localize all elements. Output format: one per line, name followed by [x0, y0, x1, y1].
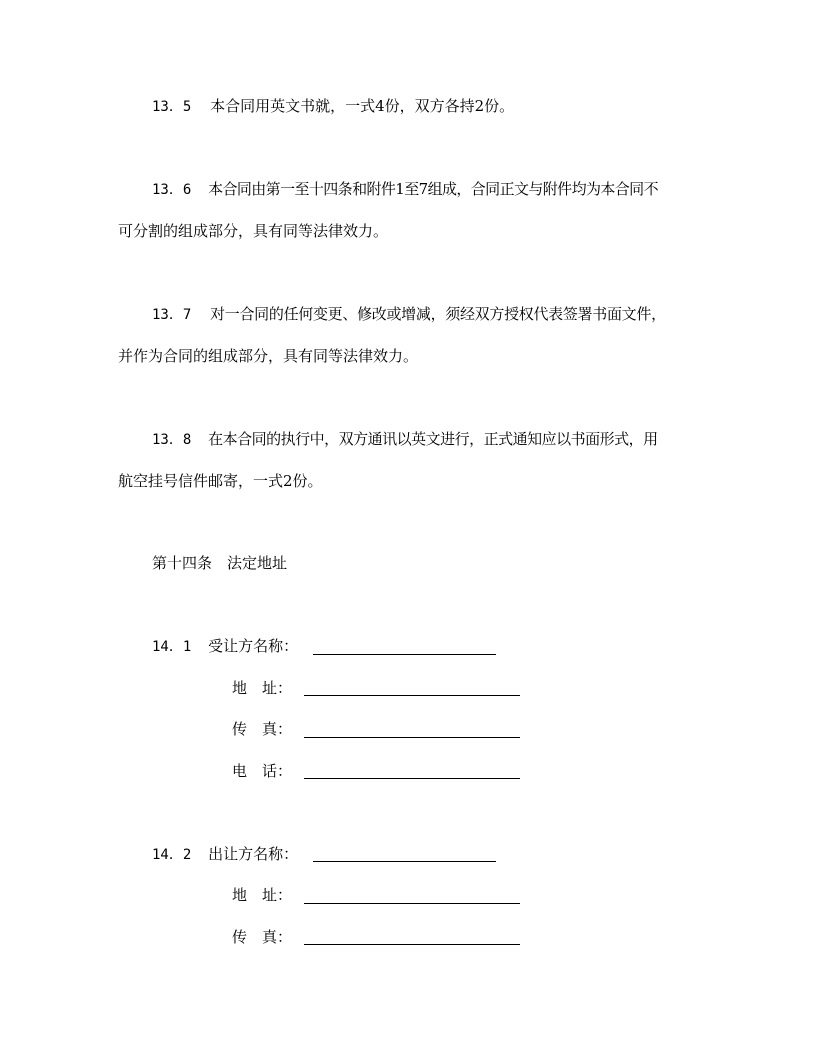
licensee-phone-label: 电 话：: [232, 762, 293, 780]
clause-number: 13．6: [152, 182, 192, 198]
clause-text: 本合同用英文书就，一式4份，双方各持2份。: [210, 97, 515, 115]
clause-text: 本合同由第一至十四条和附件1至7组成，合同正文与附件均为本合同不: [208, 180, 658, 198]
article-14-heading: 第十四条 法定地址: [152, 554, 288, 572]
clause-text: 对一合同的任何变更、修改或增减，须经双方授权代表签署书面文件，: [210, 305, 666, 323]
clause-number: 13．7: [152, 307, 192, 323]
licensor-address-blank[interactable]: [304, 903, 520, 904]
licensee-address-blank[interactable]: [304, 695, 520, 696]
licensor-fax-blank[interactable]: [304, 944, 520, 945]
licensee-name-label: 受让方名称：: [208, 637, 299, 655]
clause-13-6-continued: 可分割的组成部分，具有同等法律效力。: [118, 222, 389, 240]
clause-number: 14．2: [152, 847, 192, 863]
licensor-fax-label: 传 真：: [232, 928, 293, 946]
licensor-name-blank[interactable]: [313, 861, 496, 862]
licensee-address-label: 地 址：: [232, 679, 293, 697]
clause-number: 13．5: [152, 99, 192, 115]
licensor-address-label: 地 址：: [232, 886, 293, 904]
clause-13-5: [152, 96, 514, 117]
clause-13-7: [152, 304, 666, 325]
licensee-name-blank[interactable]: [313, 654, 496, 655]
clause-13-6: [152, 179, 658, 200]
clause-13-8-continued: 航空挂号信件邮寄，一式2份。: [118, 472, 323, 490]
clause-number: 13．8: [152, 432, 192, 448]
licensee-phone-blank[interactable]: [304, 778, 520, 779]
clause-text: 在本合同的执行中，双方通讯以英文进行，正式通知应以书面形式，用: [208, 430, 658, 448]
licensor-name-row: [152, 844, 298, 865]
licensee-fax-label: 传 真：: [232, 720, 293, 738]
licensee-name-row: [152, 636, 298, 657]
clause-number: 14．1: [152, 639, 192, 655]
clause-13-8: [152, 429, 658, 450]
licensee-fax-blank[interactable]: [304, 737, 520, 738]
clause-13-7-continued: 并作为合同的组成部分，具有同等法律效力。: [118, 347, 419, 365]
licensor-name-label: 出让方名称：: [208, 845, 299, 863]
